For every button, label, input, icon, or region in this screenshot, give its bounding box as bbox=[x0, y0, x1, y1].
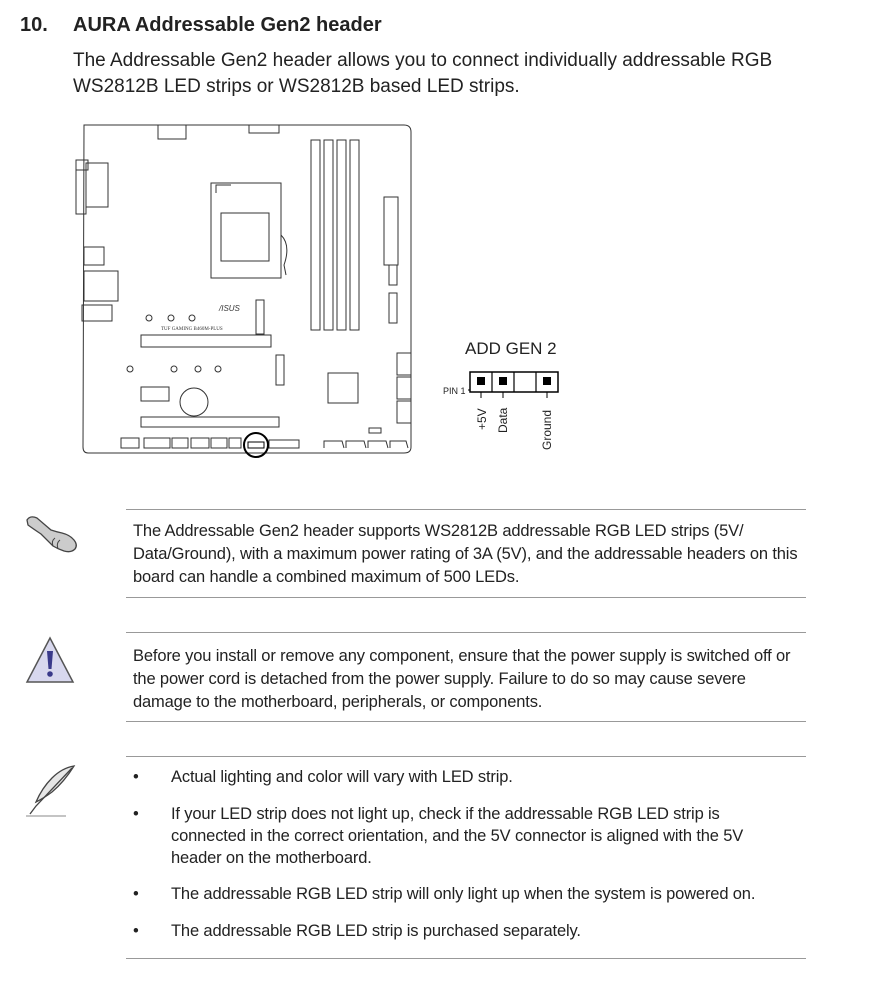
list-item bbox=[133, 883, 793, 905]
section-title: AURA Addressable Gen2 header bbox=[73, 14, 382, 36]
hand-pointing-icon bbox=[24, 512, 80, 554]
note-top-rule bbox=[126, 509, 806, 510]
tips-list bbox=[133, 766, 793, 956]
pin-label-data: Data bbox=[496, 407, 510, 433]
bullet-dot: • bbox=[133, 768, 139, 786]
list-item-text: The addressable RGB LED strip is purchased separately. bbox=[171, 921, 581, 940]
warning-top-rule bbox=[126, 632, 806, 633]
warning-triangle-icon bbox=[24, 635, 76, 687]
section-intro: The Addressable Gen2 header allows you to connect individually addressable RGB WS2812B LED strips or WS2812B based LED strips. bbox=[73, 50, 773, 97]
warning-bottom-rule bbox=[126, 721, 806, 722]
tips-top-rule bbox=[126, 756, 806, 757]
motherboard-diagram bbox=[66, 115, 426, 465]
pin-label-ground: Ground bbox=[540, 409, 554, 450]
bullet-dot: • bbox=[133, 921, 139, 940]
bullet-dot: • bbox=[133, 804, 139, 823]
warning-text: Before you install or remove any component, ensure that the power supply is switched off or the power cord is detached from the power supply. Failure to do so may cause severe damage to the motherboard, peripherals, or components. bbox=[133, 647, 791, 711]
list-item-text: Actual lighting and color will vary with LED strip. bbox=[171, 768, 513, 786]
pin1-label: PIN 1 bbox=[443, 386, 466, 396]
list-item bbox=[133, 766, 793, 788]
header-label: ADD GEN 2 bbox=[465, 339, 557, 358]
feather-pen-icon bbox=[22, 762, 78, 820]
pin-label-5v: +5V bbox=[475, 408, 489, 430]
list-item-text: If your LED strip does not light up, check if the addressable RGB LED strip is connected in the correct orientation, and the 5V connector is aligned with the 5V header on the motherboard. bbox=[171, 804, 744, 867]
note-text: The Addressable Gen2 header supports WS2812B addressable RGB LED strips (5V/ Data/Ground), with a maximum power rating of 3A (5V), and the addressable headers on this board can handle a combined maximum of 500 LEDs. bbox=[133, 522, 798, 586]
tips-bottom-rule bbox=[126, 958, 806, 959]
list-item bbox=[133, 920, 793, 942]
section-number: 10. bbox=[20, 14, 48, 36]
list-item-text: The addressable RGB LED strip will only light up when the system is powered on. bbox=[171, 885, 756, 903]
bullet-dot: • bbox=[133, 885, 139, 903]
list-item bbox=[133, 803, 793, 869]
note-bottom-rule bbox=[126, 597, 806, 598]
board-brand: /ISUS bbox=[219, 304, 240, 313]
header-pinout bbox=[468, 368, 563, 398]
board-model: TUF GAMING B460M-PLUS bbox=[161, 327, 223, 332]
